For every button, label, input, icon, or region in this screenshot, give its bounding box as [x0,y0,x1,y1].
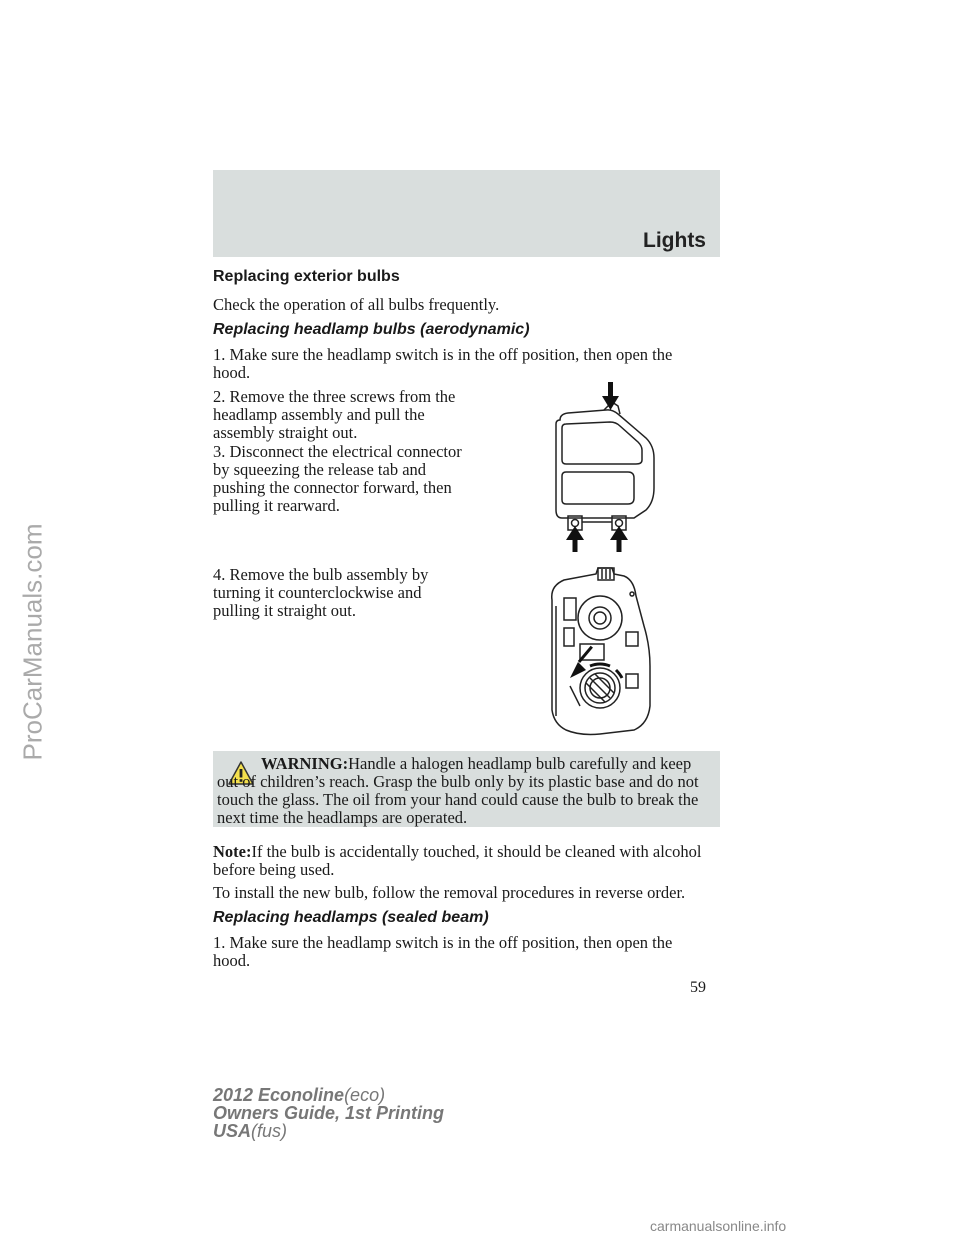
watermark-text: ProCarManuals.com [17,523,48,761]
heading-replacing-exterior-bulbs: Replacing exterior bulbs [213,268,400,285]
footer-model-code: (eco) [344,1085,386,1105]
footer-model: 2012 Econoline [213,1085,345,1105]
section-title: Lights [643,229,706,252]
aero-step-4: 4. Remove the bulb assembly by turning it counterclockwise and pulling it straight out. [213,565,429,620]
site-footer-link[interactable]: carmanualsonline.info [650,1218,787,1234]
footer-region-code: (fus) [251,1121,288,1141]
note-paragraph [213,843,720,879]
heading-aerodynamic: Replacing headlamp bulbs (aerodynamic) [213,321,530,338]
install-instruction: To install the new bulb, follow the removal procedures in reverse order. [213,883,686,902]
sealed-step-1: 1. Make sure the headlamp switch is in the off position, then open the hood. [213,933,673,970]
document-footer [213,1086,444,1140]
note-label: Note: [213,842,252,861]
intro-text: Check the operation of all bulbs frequently. [213,295,500,314]
page-number: 59 [690,979,706,996]
headlamp-bulb-figure [540,566,674,742]
headlamp-assembly-figure [548,380,668,552]
aero-step-1: 1. Make sure the headlamp switch is in the off position, then open the hood. [213,345,673,382]
aero-step-2: 2. Remove the three screws from the headlamp assembly and pull the assembly straight out. [213,387,456,442]
aero-step-3: 3. Disconnect the electrical connector by squeezing the release tab and pushing the connector forward, then pulling it rearward. [213,442,462,515]
warning-label: WARNING: [261,754,349,773]
warning-box [213,751,720,827]
side-watermark [8,512,58,772]
warning-body: Handle a halogen headlamp bulb carefully and keep out of children’s reach. Grasp the bulb only by its plastic base and do not touch the glass. The oil from your hand could cause the bulb to break the next time the headlamps are operated. [217,754,699,827]
warning-text [217,755,707,827]
footer-region: USA [213,1121,252,1141]
heading-sealed-beam: Replacing headlamps (sealed beam) [213,909,489,926]
footer-guide: Owners Guide, 1st Printing [213,1103,445,1123]
note-body: If the bulb is accidentally touched, it should be cleaned with alcohol before being used. [213,842,702,879]
section-header-band [213,170,720,257]
